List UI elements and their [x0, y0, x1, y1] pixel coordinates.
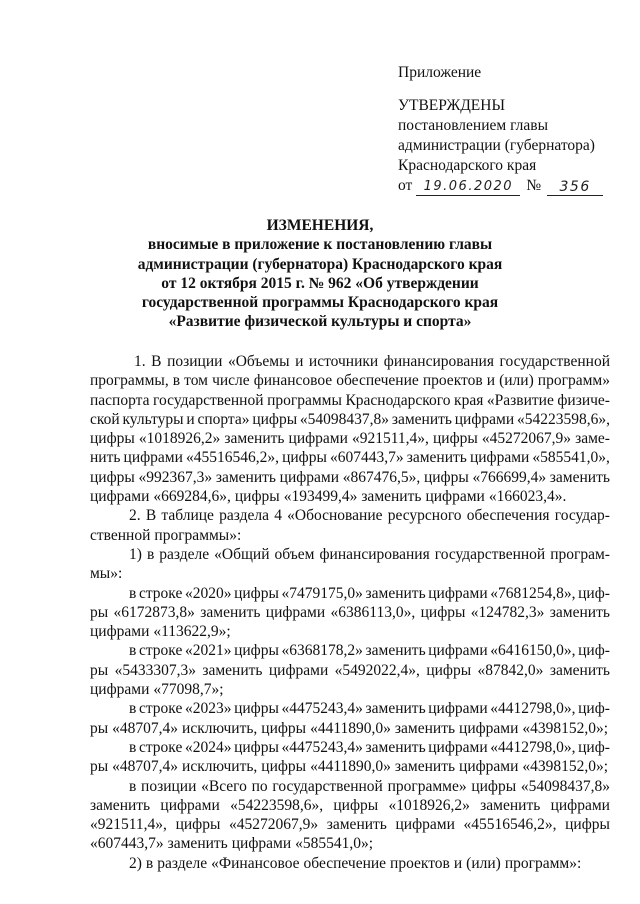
- body-word: заменить: [326, 816, 387, 834]
- body-word: культуры: [122, 410, 184, 428]
- body-word: финансирования: [319, 545, 430, 563]
- body-word: «1018926,2»: [388, 796, 470, 814]
- body-line: [90, 815, 610, 834]
- body-word: края: [454, 391, 484, 409]
- body-word: цифры: [433, 430, 478, 448]
- body-word: циф-: [578, 700, 610, 718]
- body-word: циф-: [578, 642, 610, 660]
- handwritten-date: 19.06.2020: [416, 179, 520, 196]
- body-word: «193499,4»: [283, 488, 358, 506]
- body-word: «45516546,2»,: [463, 816, 557, 834]
- body-word: «2023»: [184, 700, 232, 718]
- body-word: заменить: [549, 661, 610, 679]
- body-word: цифрами: [90, 623, 150, 641]
- body-word: «5433307,3»: [114, 661, 196, 679]
- body-word: цифры: [426, 661, 472, 679]
- body-word: Краснодарского: [345, 391, 451, 409]
- body-word: «585541,0»;: [295, 835, 374, 853]
- body-word: цифры: [565, 816, 610, 834]
- body-line: [90, 719, 610, 738]
- body-word: в: [129, 700, 137, 718]
- body-word: цифрами: [469, 449, 530, 467]
- body-line: [90, 796, 610, 815]
- body-line: [90, 738, 610, 757]
- body-word: «Развитие: [486, 391, 554, 409]
- body-word: цифрами: [428, 584, 488, 602]
- body-word: «Объемы: [227, 353, 290, 370]
- body-word: цифры: [90, 430, 135, 448]
- body-word: «77098,7»;: [153, 681, 224, 699]
- title-line: государственной программы Краснодарского края: [141, 294, 499, 312]
- body-word: паспорта: [90, 391, 150, 409]
- body-line: [90, 391, 610, 410]
- body-word: числе: [212, 372, 250, 390]
- body-line: [90, 468, 610, 487]
- body-word: цифры: [420, 603, 466, 621]
- body-word: заменить: [365, 738, 426, 756]
- document-body: [90, 352, 610, 873]
- body-word: цифры: [234, 584, 279, 602]
- body-word: «6172873,8»: [113, 603, 195, 621]
- body-word: «4411890,0»: [310, 719, 391, 737]
- body-word: 2): [129, 854, 142, 872]
- body-word: цифры: [90, 468, 135, 486]
- body-word: цифры: [282, 449, 327, 467]
- body-word: циф-: [578, 738, 610, 756]
- body-word: цифрами: [231, 835, 292, 853]
- body-line: [90, 526, 610, 545]
- body-word: таблице: [161, 507, 214, 525]
- body-word: «6386113,0»,: [330, 603, 416, 621]
- body-word: строке: [138, 642, 183, 660]
- body-line: [90, 603, 610, 622]
- body-word: цифрами: [268, 661, 329, 679]
- body-word: заменить: [365, 642, 426, 660]
- body-word: «4412798,0»,: [490, 700, 576, 718]
- body-word: позиции: [141, 777, 197, 795]
- body-word: ры: [90, 661, 109, 679]
- body-word: и: [453, 854, 463, 872]
- body-word: цифры: [252, 410, 298, 428]
- body-word: «54098437,8»: [299, 410, 390, 428]
- body-word: «1018926,2»: [138, 430, 221, 448]
- body-word: «45516546,2»,: [186, 449, 279, 467]
- body-word: «5492022,4»,: [334, 661, 420, 679]
- body-word: заменить: [549, 603, 610, 621]
- body-word: проектов: [390, 854, 450, 872]
- body-word: строке: [138, 584, 183, 602]
- body-word: «45272067,9»: [481, 430, 572, 448]
- body-word: «7479175,0»: [281, 584, 363, 602]
- body-word: «6416150,0»,: [490, 642, 576, 660]
- body-word: мы»:: [90, 565, 123, 583]
- body-word: государ-: [554, 507, 610, 525]
- body-word: «54223598,6»,: [516, 410, 610, 428]
- body-word: нить: [90, 449, 121, 467]
- body-word: заменить: [167, 835, 228, 853]
- body-word: цифрами: [454, 410, 515, 428]
- body-word: 2.: [129, 507, 141, 525]
- body-word: цифрами: [425, 488, 485, 506]
- body-word: В: [151, 353, 162, 370]
- body-word: цифрами: [90, 681, 150, 699]
- body-word: государственной: [272, 777, 383, 795]
- body-word: цифры: [234, 642, 279, 660]
- body-word: заменить: [202, 661, 263, 679]
- body-word: «48707,4»: [112, 758, 179, 776]
- body-word: цифрами: [459, 758, 519, 776]
- body-word: в: [129, 777, 137, 795]
- from-prefix: от: [398, 177, 413, 194]
- body-word: исключить,: [182, 719, 258, 737]
- approval-line: администрации (губернатора): [398, 137, 595, 154]
- body-word: «607443,7»: [90, 835, 164, 853]
- body-word: «124782,3»: [470, 603, 545, 621]
- body-word: позиции: [167, 353, 223, 370]
- body-line: [90, 506, 610, 525]
- body-word: заменить: [365, 700, 426, 718]
- body-word: (или): [466, 854, 501, 872]
- body-word: ственной: [90, 526, 151, 544]
- body-word: заменить: [365, 584, 426, 602]
- body-word: цифрами: [395, 816, 455, 834]
- body-line: [90, 410, 610, 429]
- body-line: [90, 777, 610, 796]
- body-word: «Финансовое: [211, 854, 300, 872]
- body-word: «921511,4»,: [352, 430, 429, 448]
- body-word: «48707,4»: [112, 719, 179, 737]
- body-line: [90, 352, 610, 371]
- body-word: «669284,6»,: [153, 488, 231, 506]
- body-word: «4411890,0»: [310, 758, 391, 776]
- body-word: цифрами: [550, 796, 610, 814]
- body-word: В: [145, 507, 157, 525]
- body-word: цифры: [471, 777, 517, 795]
- approval-line: постановлением главы: [398, 117, 548, 134]
- body-line: [90, 680, 610, 699]
- body-word: 1): [129, 545, 142, 563]
- body-word: в: [129, 642, 137, 660]
- body-word: строке: [138, 700, 183, 718]
- body-line: [90, 757, 610, 776]
- body-word: программы,: [90, 372, 169, 390]
- body-word: «4475243,4»: [281, 700, 363, 718]
- body-word: государственной: [499, 353, 610, 370]
- body-word: «7681254,8»,: [490, 584, 576, 602]
- body-word: проектов: [422, 372, 483, 390]
- body-word: программе»: [387, 777, 467, 795]
- title-line: администрации (губернатора) Краснодарского края: [137, 255, 503, 273]
- body-word: цифрами: [288, 430, 348, 448]
- document-title: [90, 216, 550, 332]
- body-word: цифрами: [123, 449, 183, 467]
- body-word: программ»:: [504, 854, 582, 872]
- body-word: в: [172, 372, 181, 390]
- body-word: «Обоснование: [287, 507, 383, 525]
- body-word: «2020»: [184, 584, 232, 602]
- body-line: [90, 545, 610, 564]
- body-word: «Общий: [214, 545, 270, 563]
- body-word: заменить: [361, 488, 422, 506]
- body-word: «2024»: [184, 738, 232, 756]
- body-word: заменить: [215, 468, 276, 486]
- body-word: «4398152,0»;: [522, 719, 609, 737]
- approval-block: [398, 63, 603, 196]
- body-word: заменить: [549, 468, 610, 486]
- body-word: заменить: [406, 449, 467, 467]
- body-word: цифры: [333, 796, 379, 814]
- body-line: [90, 622, 610, 641]
- body-word: цифры: [234, 488, 280, 506]
- body-word: спорта»: [197, 410, 250, 428]
- body-line: [90, 564, 610, 583]
- body-word: 1.: [134, 353, 146, 370]
- body-line: [90, 641, 610, 660]
- body-word: «2021»: [184, 642, 232, 660]
- body-word: программы: [267, 391, 342, 409]
- body-word: «4398152,0»;: [522, 758, 609, 776]
- body-word: «4412798,0»,: [490, 738, 576, 756]
- body-word: цифры: [234, 700, 279, 718]
- body-word: «992367,3»: [138, 468, 213, 486]
- body-word: обеспечения: [466, 507, 550, 525]
- approval-line: Краснодарского края: [398, 157, 537, 174]
- body-word: «4475243,4»: [281, 738, 363, 756]
- body-word: в: [145, 854, 154, 872]
- body-word: цифрами: [428, 700, 488, 718]
- body-word: финансовое: [253, 372, 333, 390]
- body-line: [90, 834, 610, 853]
- body-word: цифрами: [459, 719, 519, 737]
- body-word: цифрами: [279, 468, 340, 486]
- body-line: [90, 661, 610, 680]
- body-word: государственной: [434, 545, 546, 563]
- body-word: обеспечение: [336, 372, 419, 390]
- title-line: ИЗМЕНЕНИЯ,: [266, 217, 374, 234]
- body-word: и: [186, 410, 195, 428]
- body-word: объем: [274, 545, 315, 563]
- body-word: цифры: [234, 738, 279, 756]
- body-word: «921511,4»,: [90, 816, 167, 834]
- body-word: заменить: [224, 430, 285, 448]
- body-word: цифры: [175, 816, 221, 834]
- body-word: ры: [90, 603, 109, 621]
- body-word: заменить: [394, 758, 456, 776]
- body-word: заменить: [90, 796, 151, 814]
- body-word: строке: [138, 738, 183, 756]
- body-word: в: [129, 584, 137, 602]
- body-word: ресурсного: [387, 507, 462, 525]
- body-word: цифры: [423, 468, 469, 486]
- body-word: программы»:: [154, 526, 242, 544]
- title-line: «Развитие физической культуры и спорта»: [168, 313, 472, 331]
- body-word: цифрами: [428, 738, 488, 756]
- body-word: «766699,4»: [472, 468, 547, 486]
- approved-heading: УТВЕРЖДЕНЫ: [398, 97, 505, 114]
- body-word: «54223598,6»,: [230, 796, 324, 814]
- body-word: «45272067,9»: [229, 816, 319, 834]
- body-word: заменить: [391, 410, 452, 428]
- body-word: цифры: [261, 719, 307, 737]
- body-word: обеспечение: [303, 854, 387, 872]
- body-word: цифрами: [160, 796, 220, 814]
- handwritten-number: 356: [547, 179, 603, 196]
- body-word: и: [295, 353, 304, 370]
- body-word: ры: [90, 758, 109, 776]
- body-word: по: [251, 777, 268, 795]
- body-word: том: [184, 372, 208, 390]
- body-word: источники: [308, 353, 379, 370]
- title-line: вносимые в приложение к постановлению главы: [147, 236, 493, 254]
- body-word: (или): [499, 372, 534, 390]
- body-word: цифрами: [90, 488, 150, 506]
- body-word: цифрами: [265, 603, 326, 621]
- body-word: «607443,7»: [330, 449, 404, 467]
- body-word: программ»: [537, 372, 610, 390]
- body-line: [90, 429, 610, 448]
- appendix-label: Приложение: [398, 64, 482, 81]
- date-number-line: [398, 176, 603, 196]
- body-line: [90, 584, 610, 603]
- body-word: «585541,0»,: [532, 449, 610, 467]
- body-word: в: [129, 738, 137, 756]
- body-word: исключить,: [182, 758, 258, 776]
- body-word: финансирования: [383, 353, 494, 370]
- body-word: заменить: [394, 719, 456, 737]
- body-word: разделе: [157, 854, 208, 872]
- body-word: цифрами: [428, 642, 488, 660]
- body-word: государственной: [153, 391, 264, 409]
- body-word: «166023,4».: [488, 488, 567, 506]
- title-line: от 12 октября 2015 г. № 962 «Об утверждении: [161, 274, 479, 292]
- body-word: и: [486, 372, 496, 390]
- body-word: заме-: [575, 430, 610, 448]
- body-word: 4: [274, 507, 282, 525]
- number-sign: №: [526, 177, 542, 194]
- body-line: [90, 699, 610, 718]
- body-word: цифры: [261, 758, 307, 776]
- body-word: раздела: [219, 507, 269, 525]
- body-word: ры: [90, 719, 109, 737]
- body-word: «113622,9»;: [153, 623, 231, 641]
- body-word: в: [146, 545, 155, 563]
- body-word: разделе: [159, 545, 210, 563]
- body-word: физиче-: [557, 391, 610, 409]
- body-line: [90, 448, 610, 467]
- body-word: заменить: [480, 796, 541, 814]
- body-line: [90, 854, 610, 873]
- body-word: програм-: [550, 545, 610, 563]
- body-word: «Всего: [201, 777, 247, 795]
- body-word: заменить: [200, 603, 261, 621]
- body-line: [90, 371, 610, 390]
- body-word: «867476,5»,: [342, 468, 421, 486]
- body-word: циф-: [578, 584, 610, 602]
- body-line: [90, 487, 610, 506]
- body-word: ской: [90, 410, 120, 428]
- body-word: «87842,0»: [477, 661, 544, 679]
- body-word: «6368178,2»: [281, 642, 363, 660]
- body-word: «54098437,8»: [520, 777, 610, 795]
